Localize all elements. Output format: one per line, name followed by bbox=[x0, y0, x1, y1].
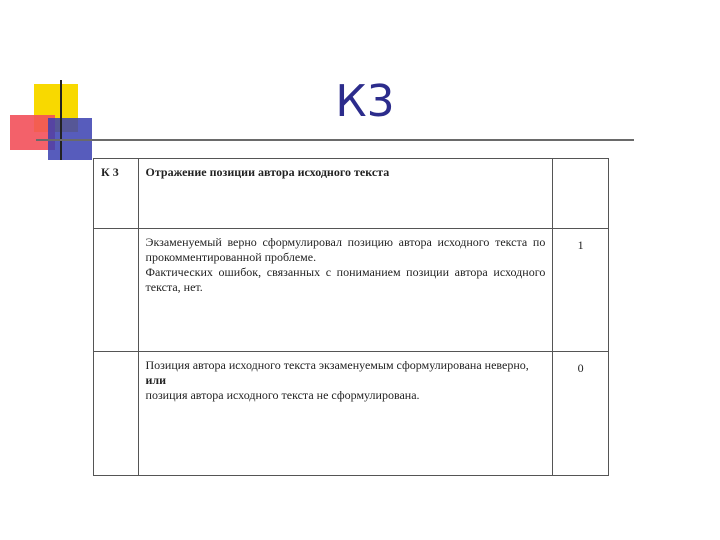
criterion-code: К 3 bbox=[94, 159, 139, 229]
slide-title: К3 bbox=[335, 76, 395, 127]
description-line: Фактических ошибок, связанных с пониманием позиции автора исходного текста, нет. bbox=[145, 265, 546, 294]
description-line: Экзаменуемый верно сформулировал позицию автора исходного текста по прокомментированной проблеме. bbox=[145, 235, 546, 264]
description-cell bbox=[138, 229, 553, 352]
or-word: или bbox=[145, 373, 167, 387]
score-cell: 1 bbox=[553, 229, 609, 352]
score-header-cell bbox=[553, 159, 609, 229]
description-line: позиция автора исходного текста не сформулирована. bbox=[145, 388, 420, 402]
table-row bbox=[94, 229, 609, 352]
description-cell bbox=[138, 352, 553, 476]
title-underline bbox=[36, 139, 634, 141]
table-row bbox=[94, 352, 609, 476]
empty-code-cell bbox=[94, 352, 139, 476]
score-cell: 0 bbox=[553, 352, 609, 476]
criteria-table bbox=[93, 158, 609, 476]
description-line: Позиция автора исходного текста экзаменуемым сформулирована неверно, bbox=[145, 358, 529, 372]
criterion-title: Отражение позиции автора исходного текста bbox=[138, 159, 553, 229]
table-header-row bbox=[94, 159, 609, 229]
empty-code-cell bbox=[94, 229, 139, 352]
